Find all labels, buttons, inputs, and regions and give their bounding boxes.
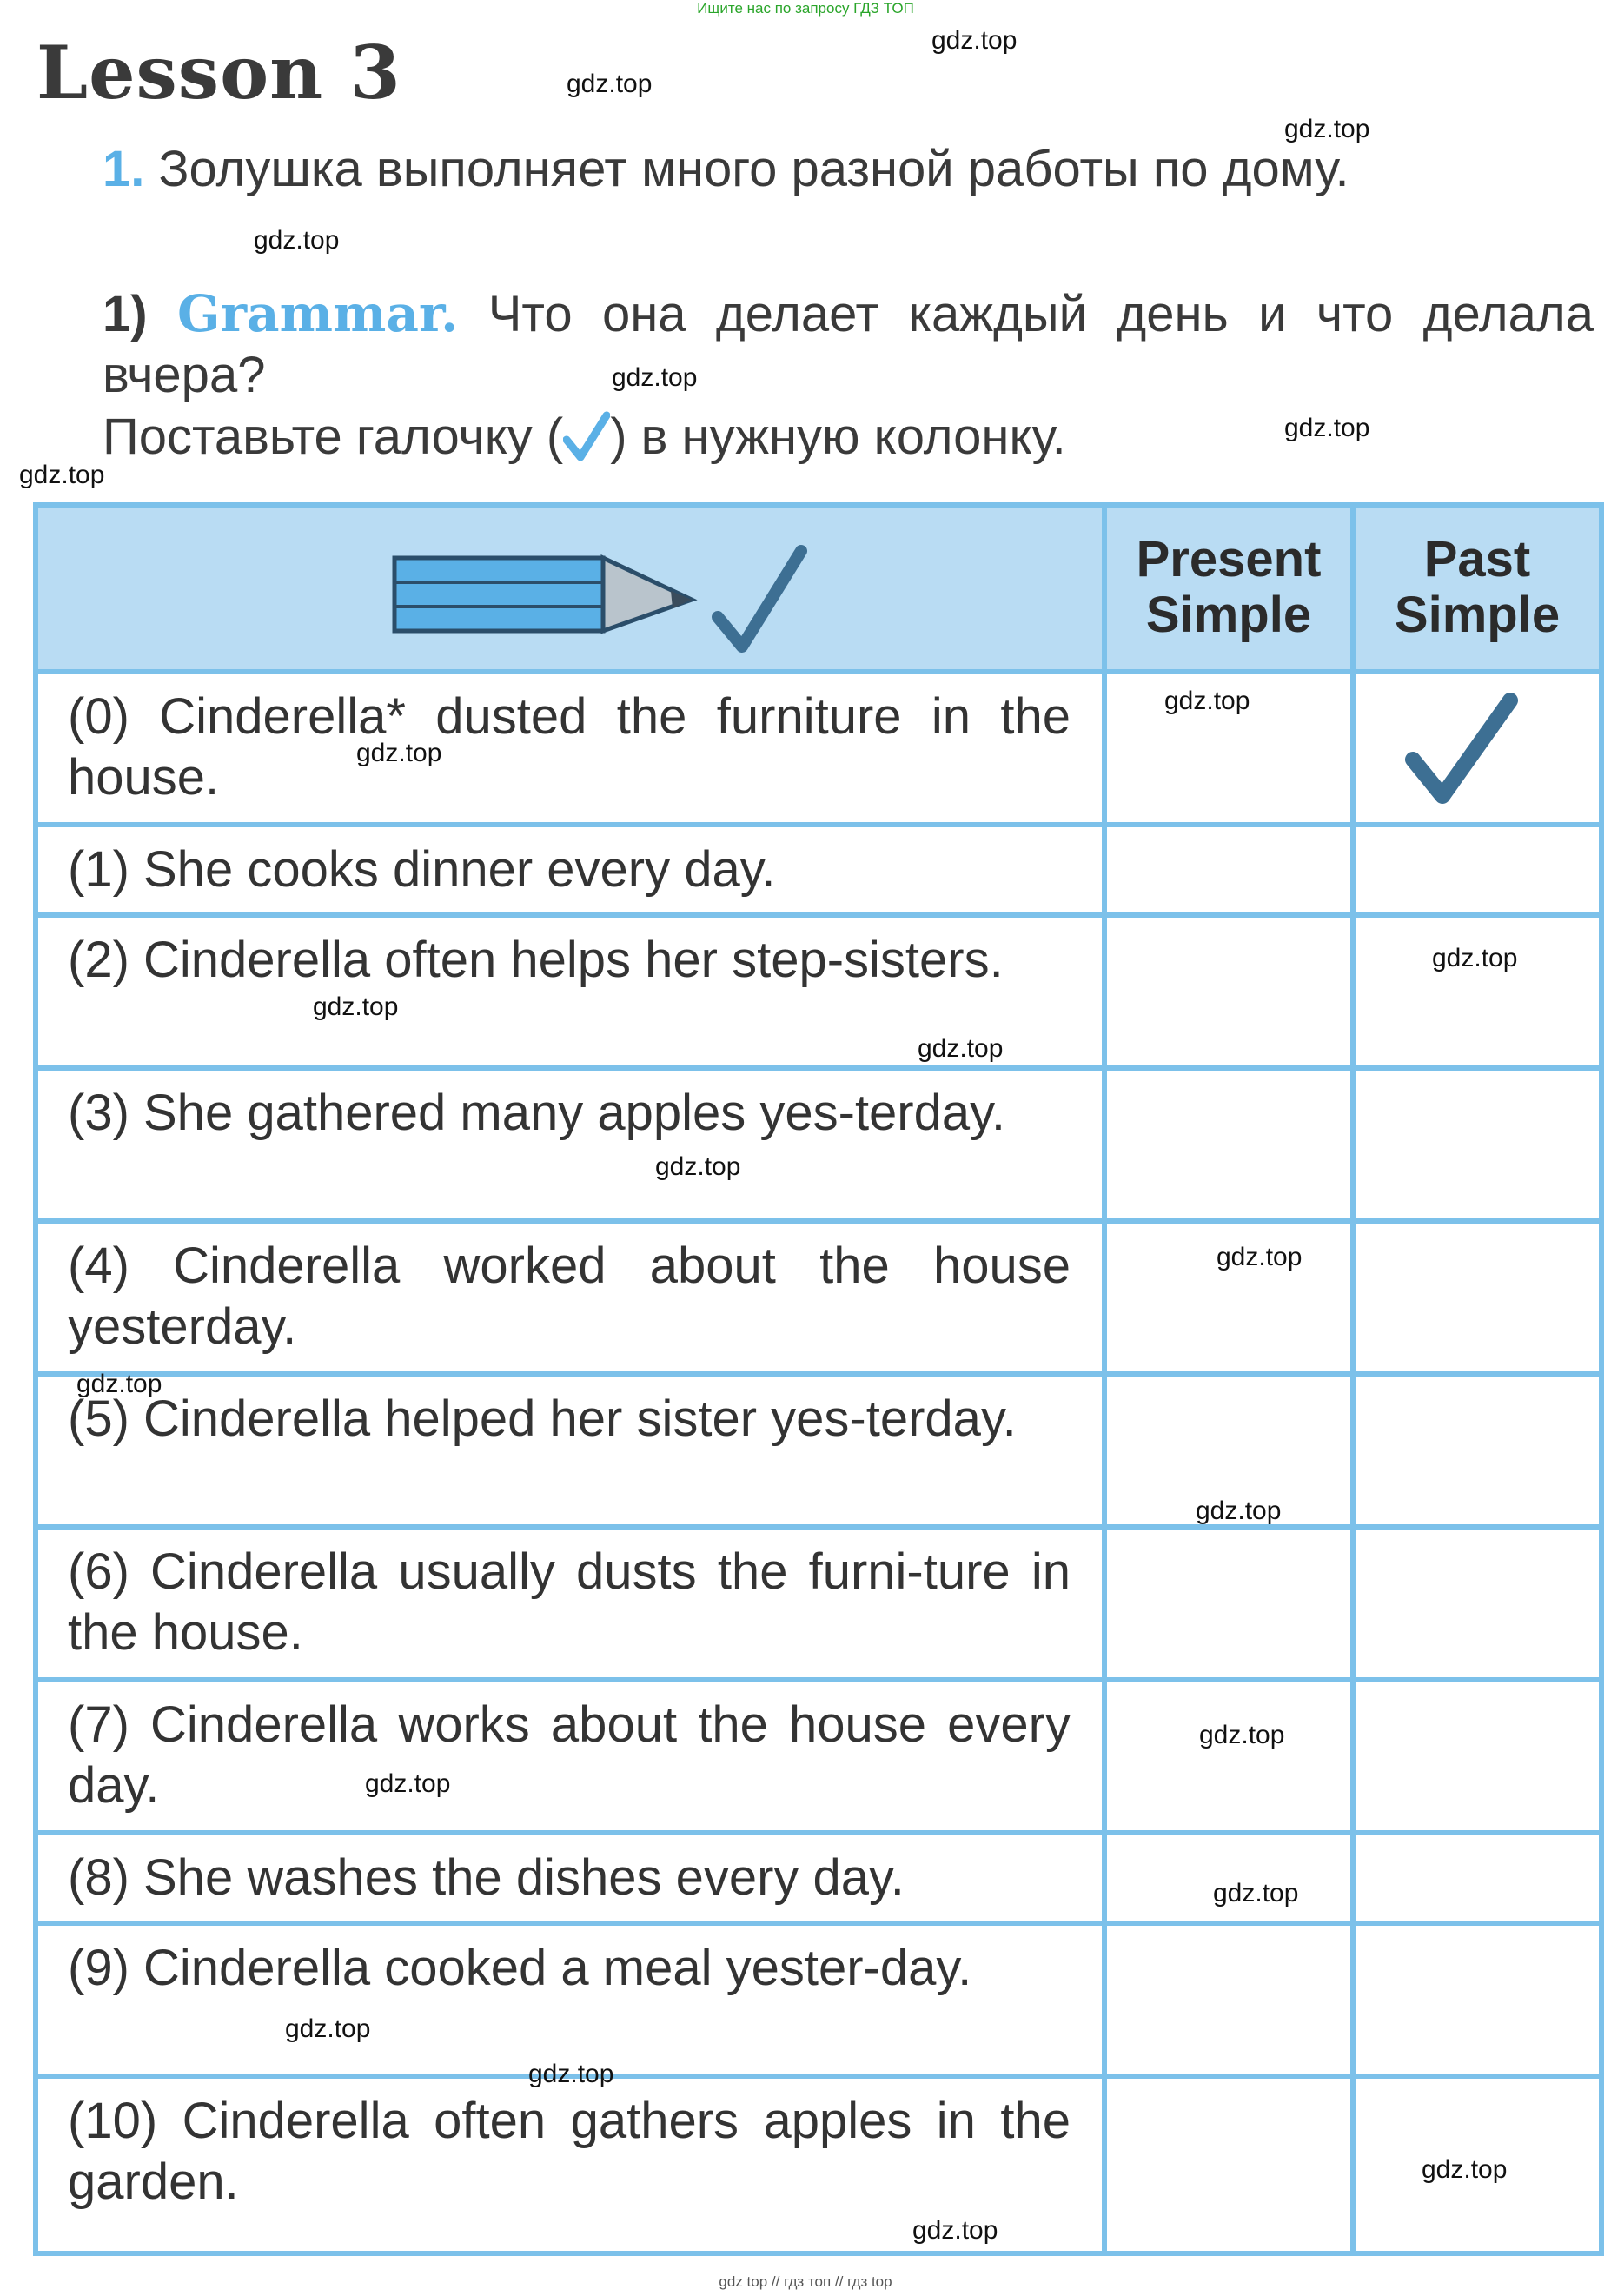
instruction-after: ) в нужную колонку. — [610, 408, 1066, 465]
subtask-instruction — [103, 407, 1594, 468]
instruction-before: Поставьте галочку ( — [103, 408, 564, 465]
watermark: gdz.top — [612, 363, 698, 392]
watermark: gdz.top — [365, 1769, 451, 1798]
watermark: gdz.top — [1284, 115, 1370, 143]
watermark: gdz.top — [528, 2060, 614, 2088]
watermark: gdz.top — [918, 1034, 1004, 1063]
sentence-text: (6) Cinderella usually dusts the furni-ture in the house. — [68, 1543, 1071, 1661]
watermark: gdz.top — [1213, 1879, 1299, 1908]
table-row — [38, 1530, 1102, 1677]
watermark: gdz.top — [1164, 687, 1250, 715]
watermark: gdz.top — [19, 461, 105, 489]
past-label-2: Simple — [1394, 587, 1561, 643]
watermark: gdz.top — [1284, 414, 1370, 442]
watermark: gdz.top — [254, 226, 340, 255]
watermark: gdz.top — [285, 2014, 371, 2043]
pencil-check-icon — [386, 525, 838, 664]
sentence-text: (2) Cinderella often helps her step-sisters. — [68, 932, 1004, 988]
sentence-text: (9) Cinderella cooked a meal yester-day. — [68, 1940, 972, 1996]
table-row — [38, 827, 1102, 912]
past-checkbox-cell[interactable] — [1356, 1224, 1599, 1371]
present-label-2: Simple — [1145, 587, 1312, 643]
footer-watermark: gdz top // гдз топ // гдз top — [719, 2273, 892, 2290]
header-picture-cell — [38, 508, 1102, 669]
watermark: gdz.top — [356, 739, 442, 767]
watermark: gdz.top — [1217, 1243, 1303, 1271]
watermark: gdz.top — [1432, 944, 1518, 972]
task-number: 1. — [103, 141, 145, 197]
checkmark-icon — [563, 410, 610, 462]
past-checkbox-cell[interactable] — [1356, 1071, 1599, 1218]
watermark: gdz.top — [313, 992, 399, 1021]
answer-table — [33, 502, 1604, 2256]
past-checkbox-cell[interactable] — [1356, 827, 1599, 912]
sentence-text: (1) She cooks dinner every day. — [68, 841, 776, 898]
watermark: gdz.top — [1422, 2155, 1508, 2184]
task-text: Золушка выполняет много разной работы по дому. — [158, 141, 1349, 197]
past-checkbox-cell[interactable] — [1356, 1835, 1599, 1921]
watermark: gdz.top — [76, 1370, 162, 1398]
sentence-text: (8) She washes the dishes every day. — [68, 1849, 905, 1906]
subtask-number: 1) — [103, 286, 148, 342]
sentence-text: (0) Cinderella* dusted the furniture in the house. — [68, 688, 1071, 806]
table-row — [38, 1377, 1102, 1524]
subtask-paragraph — [103, 283, 1594, 406]
past-checkbox-cell[interactable] — [1356, 918, 1599, 1065]
lesson-title: Lesson 3 — [36, 30, 401, 116]
past-checkbox-cell[interactable] — [1356, 1682, 1599, 1830]
sentence-text: (4) Cinderella worked about the house yesterday. — [68, 1238, 1071, 1355]
present-checkbox-cell[interactable] — [1107, 827, 1350, 912]
sentence-text: (3) She gathered many apples yes-terday. — [68, 1085, 1005, 1141]
table-row — [38, 1071, 1102, 1218]
present-checkbox-cell[interactable] — [1107, 1682, 1350, 1830]
watermark: gdz.top — [567, 70, 653, 98]
present-label-1: Present — [1136, 531, 1322, 587]
table-row — [38, 1926, 1102, 2074]
table-row — [38, 674, 1102, 822]
watermark: gdz.top — [931, 26, 1018, 55]
table-row — [38, 1835, 1102, 1921]
present-checkbox-cell[interactable] — [1107, 2079, 1350, 2251]
checkmark-icon — [1401, 688, 1522, 810]
past-checkbox-cell[interactable] — [1356, 1926, 1599, 2074]
present-checkbox-cell[interactable] — [1107, 1071, 1350, 1218]
past-checkbox-cell[interactable] — [1356, 1530, 1599, 1677]
past-checkbox-cell[interactable] — [1356, 674, 1599, 822]
task-paragraph — [103, 139, 1594, 200]
present-checkbox-cell[interactable] — [1107, 918, 1350, 1065]
header-past-simple — [1356, 508, 1599, 669]
grammar-label: Grammar. — [176, 284, 459, 343]
past-checkbox-cell[interactable] — [1356, 1377, 1599, 1524]
watermark: gdz.top — [1196, 1496, 1282, 1525]
table-row — [38, 1224, 1102, 1371]
top-banner: Ищите нас по запросу ГДЗ ТОП — [697, 0, 914, 17]
present-checkbox-cell[interactable] — [1107, 1926, 1350, 2074]
sentence-text: (10) Cinderella often gathers apples in the garden. — [68, 2093, 1071, 2210]
header-present-simple — [1107, 508, 1350, 669]
subtask-question: Что она делает каждый день и что делала вчера? — [103, 286, 1594, 403]
table-row — [38, 1682, 1102, 1830]
sentence-text: (7) Cinderella works about the house every day. — [68, 1696, 1071, 1814]
past-label-1: Past — [1423, 531, 1531, 587]
present-checkbox-cell[interactable] — [1107, 1530, 1350, 1677]
watermark: gdz.top — [912, 2216, 998, 2245]
sentence-text: (5) Cinderella helped her sister yes-terday. — [68, 1390, 1017, 1447]
watermark: gdz.top — [655, 1152, 741, 1181]
watermark: gdz.top — [1199, 1721, 1285, 1749]
